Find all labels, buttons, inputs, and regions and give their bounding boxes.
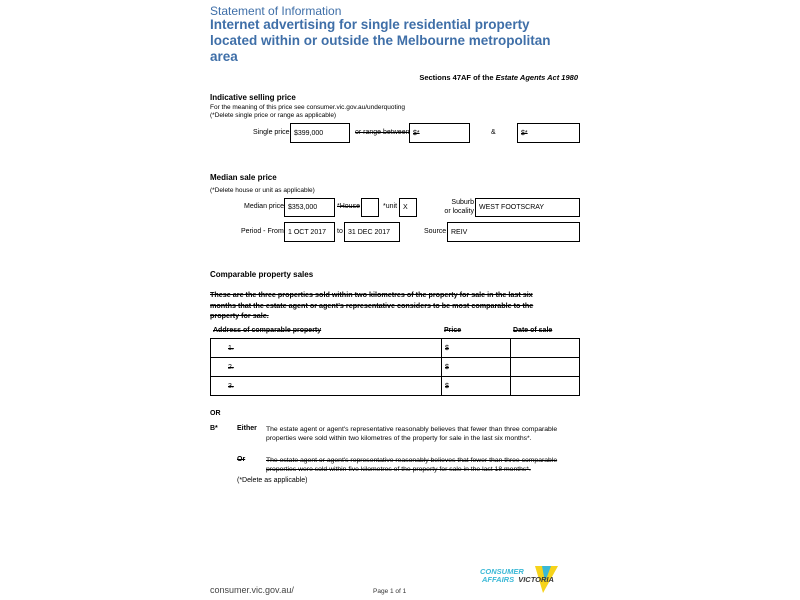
document-subtitle: Statement of Information: [210, 4, 342, 18]
delete-note: (*Delete as applicable): [237, 477, 308, 484]
logo-victoria: VICTORIA: [518, 575, 554, 584]
either-statement: [266, 425, 557, 443]
range-to-value: $*: [521, 129, 528, 137]
median-price-label: Median price: [244, 203, 285, 210]
indicative-note-2: (*Delete single price or range as applicable): [210, 112, 337, 119]
table-row: [211, 339, 580, 358]
footer-page-number: Page 1 of 1: [373, 588, 407, 595]
suburb-value: WEST FOOTSCRAY: [479, 204, 545, 211]
median-price-field[interactable]: [284, 198, 335, 217]
or-statement: [266, 456, 557, 474]
suburb-label: [436, 198, 474, 216]
indicative-note-1: For the meaning of this price see consumer.vic.gov.au/underquoting: [210, 104, 405, 111]
comparable-heading: Comparable property sales: [210, 270, 314, 279]
document-title: [210, 17, 551, 65]
comparable-intro-line1: These are the three properties sold within two kilometres of the property for sale in the last six: [210, 290, 533, 299]
median-heading: Median sale price: [210, 173, 277, 182]
single-price-value: $399,000: [294, 129, 324, 137]
price-value: $: [445, 344, 449, 352]
col-date-header: Date of sale: [513, 327, 553, 334]
table-row: [211, 358, 580, 377]
row-number: 3.: [228, 382, 234, 390]
col-address-header: Address of comparable property: [213, 327, 322, 334]
or-label-2: Or: [237, 456, 246, 463]
b-label: B*: [210, 425, 218, 432]
house-checkbox[interactable]: [361, 198, 379, 217]
row-number: 1.: [228, 344, 234, 352]
price-value: $: [445, 382, 449, 390]
logo-line-1: CONSUMER: [480, 567, 524, 576]
source-field[interactable]: [447, 222, 580, 242]
period-from-value: 1 OCT 2017: [288, 228, 327, 236]
price-cell[interactable]: [442, 377, 511, 396]
or-label: OR: [210, 410, 221, 417]
row-number: 2.: [228, 363, 234, 371]
title-line-3: area: [210, 49, 238, 64]
comparable-intro-line3: property for sale.: [210, 311, 269, 320]
act-name: Estate Agents Act 1980: [495, 73, 578, 82]
price-cell[interactable]: [442, 339, 511, 358]
house-label: *House: [337, 203, 360, 210]
range-label: or range between: [355, 129, 410, 136]
comparable-intro: [210, 290, 533, 322]
footer-url[interactable]: consumer.vic.gov.au/: [210, 585, 294, 595]
period-to-field[interactable]: [344, 222, 400, 242]
range-and-label: &: [491, 129, 496, 136]
logo-line-2: [482, 575, 554, 584]
suburb-label-line1: Suburb: [451, 199, 474, 206]
single-price-label: Single price: [253, 129, 290, 136]
table-row: [211, 377, 580, 396]
date-cell[interactable]: [511, 339, 580, 358]
or-line1: The estate agent or agent's representative reasonably believes that fewer than three comparable: [266, 457, 558, 464]
period-to-value: 31 DEC 2017: [348, 228, 391, 236]
source-label: Source: [424, 228, 447, 235]
act-reference: [419, 73, 578, 82]
either-line1: The estate agent or agent's representative reasonably believes that fewer than three comparable: [266, 426, 558, 433]
unit-label: *unit: [383, 203, 398, 210]
either-line2: properties were sold within two kilometres of the property for sale in the last six months*.: [266, 435, 532, 442]
median-note: (*Delete house or unit as applicable): [210, 187, 315, 194]
either-label: Either: [237, 425, 257, 432]
price-value: $: [445, 363, 449, 371]
act-prefix: Sections 47AF of the: [419, 73, 496, 82]
suburb-field[interactable]: [475, 198, 580, 217]
unit-value: X: [403, 204, 408, 211]
median-price-value: $353,000: [288, 204, 318, 211]
suburb-label-line2: or locality: [444, 208, 474, 215]
comparable-intro-line2: months that the estate agent or agent's representative considers to be most comparable to the: [210, 300, 534, 310]
single-price-field[interactable]: [290, 123, 350, 143]
range-from-field[interactable]: [409, 123, 470, 143]
period-label: Period - From: [241, 228, 284, 235]
indicative-heading: Indicative selling price: [210, 93, 296, 102]
address-cell[interactable]: [211, 339, 442, 358]
consumer-affairs-victoria-logo: [478, 562, 583, 596]
date-cell[interactable]: [511, 377, 580, 396]
date-cell[interactable]: [511, 358, 580, 377]
title-line-2: located within or outside the Melbourne metropolitan: [210, 33, 551, 48]
source-value: REIV: [451, 228, 468, 236]
col-price-header: Price: [444, 327, 462, 334]
comparable-table: [210, 338, 580, 396]
to-label: to: [337, 228, 343, 235]
price-cell[interactable]: [442, 358, 511, 377]
title-line-1: Internet advertising for single residential property: [210, 17, 530, 32]
range-from-value: $*: [413, 129, 420, 137]
unit-checkbox[interactable]: [399, 198, 417, 217]
logo-affairs: AFFAIRS: [482, 575, 515, 584]
address-cell[interactable]: [211, 377, 442, 396]
range-to-field[interactable]: [517, 123, 580, 143]
or-line2: properties were sold within five kilometres of the property for sale in the last 18 months*.: [266, 466, 531, 473]
address-cell[interactable]: [211, 358, 442, 377]
period-from-field[interactable]: [284, 222, 335, 242]
